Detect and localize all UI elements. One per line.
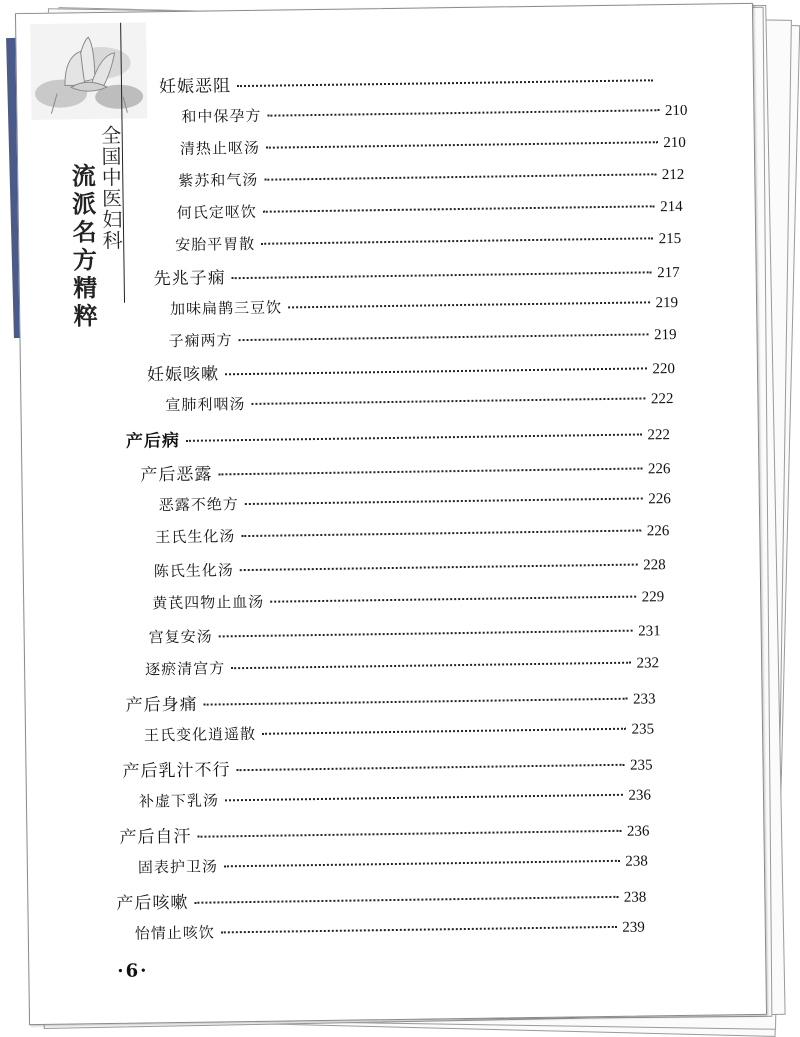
toc-leader-dots: [186, 433, 641, 441]
toc-entry[interactable]: [178, 163, 684, 191]
toc-entry-label: 清热止呕汤: [179, 138, 261, 158]
toc-leader-dots: [224, 860, 619, 868]
toc-leader-dots: [239, 333, 648, 341]
toc-leader-dots: [204, 698, 627, 706]
toc-entry[interactable]: [153, 257, 679, 289]
toc-leader-dots: [221, 926, 616, 934]
toc-entry-page: 219: [655, 294, 679, 312]
toc-entry-page: 220: [652, 361, 676, 378]
toc-entry-page: 238: [625, 853, 648, 870]
toc-entry-label: 何氏定呕饮: [176, 202, 257, 222]
toc-entry[interactable]: [159, 65, 659, 97]
toc-entry[interactable]: [135, 915, 645, 943]
toc-entry[interactable]: [175, 227, 681, 255]
toc-leader-dots: [251, 397, 644, 404]
toc-entry[interactable]: [159, 487, 671, 515]
toc-entry-page: 235: [631, 721, 655, 738]
toc-entry-page: 232: [636, 655, 660, 672]
toc-leader-dots: [261, 237, 652, 244]
series-title: 全国中医妇科: [97, 124, 124, 252]
toc-leader-dots: [241, 530, 640, 538]
toc-entry[interactable]: [165, 387, 673, 415]
toc-entry[interactable]: [140, 453, 670, 485]
toc-leader-dots: [237, 79, 653, 87]
toc-entry-label: 加味扁鹊三豆饮: [169, 298, 283, 319]
toc-entry[interactable]: [144, 717, 654, 745]
lotus-illustration-icon: [30, 22, 147, 120]
toc-entry-label: 宣肺利咽汤: [165, 395, 246, 415]
toc-leader-dots: [262, 728, 625, 735]
toc-leader-dots: [237, 764, 624, 771]
toc-entry-label: 产后病: [125, 430, 181, 452]
toc-entry-label: 产后自汗: [119, 826, 192, 848]
toc-entry-page: 233: [633, 691, 656, 708]
toc-entry-label: 妊娠咳嗽: [146, 364, 220, 386]
toc-entry-label: 产后乳汁不行: [122, 760, 231, 782]
toc-leader-dots: [266, 141, 657, 148]
toc-entry[interactable]: [126, 419, 670, 452]
toc-entry-label: 紫苏和气汤: [178, 170, 259, 190]
toc-entry[interactable]: [168, 323, 676, 351]
toc-entry-page: 217: [657, 264, 680, 282]
toc-leader-dots: [231, 662, 630, 670]
toc-entry[interactable]: [180, 131, 686, 159]
toc-entry-page: 219: [653, 326, 677, 344]
toc-entry[interactable]: [122, 749, 652, 781]
toc-entry-page: 210: [664, 102, 688, 120]
toc-leader-dots: [240, 564, 637, 572]
toc-entry-page: 231: [638, 623, 661, 640]
toc-entry[interactable]: [149, 619, 661, 647]
toc-entry-page: 226: [648, 491, 671, 508]
toc-entry-label: 王氏生化汤: [155, 527, 236, 547]
toc-entry[interactable]: [154, 553, 666, 581]
toc-entry-label: 怡情止咳饮: [134, 923, 215, 943]
toc-leader-dots: [194, 896, 617, 904]
toc-leader-dots: [263, 205, 654, 212]
toc-entry-label: 黄芪四物止血汤: [152, 592, 265, 613]
toc-entry[interactable]: [145, 651, 659, 679]
toc-entry-label: 补虚下乳汤: [138, 791, 220, 811]
toc-entry-page: 236: [628, 787, 652, 804]
toc-entry-label: 子痫两方: [168, 331, 233, 351]
toc-entry-page: 222: [647, 427, 671, 444]
toc-entry-label: 宫复安汤: [148, 627, 213, 647]
toc-leader-dots: [270, 596, 635, 603]
toc-leader-dots: [232, 271, 651, 279]
toc-entry-page: 236: [626, 823, 650, 840]
toc-entry-page: 222: [650, 391, 674, 408]
toc-entry-page: 229: [641, 589, 665, 606]
toc-entry-label: 产后咳嗽: [116, 892, 189, 914]
document-page: [15, 3, 767, 1025]
toc-leader-dots: [218, 467, 641, 475]
toc-leader-dots: [219, 630, 632, 638]
toc-entry[interactable]: [116, 881, 646, 913]
toc-entry[interactable]: [147, 353, 675, 385]
toc-entry[interactable]: [152, 585, 664, 613]
toc-entry[interactable]: [125, 683, 655, 715]
toc-entry-page: 226: [646, 523, 670, 540]
toc-entry[interactable]: [155, 519, 669, 547]
toc-entry-page: 210: [663, 134, 686, 152]
toc-entry-page: 214: [660, 198, 683, 216]
toc-entry[interactable]: [170, 291, 678, 319]
toc-entry-page: 226: [647, 461, 671, 478]
toc-leader-dots: [245, 497, 642, 505]
toc-leader-dots: [288, 301, 649, 308]
toc-entry-label: 安胎平胃散: [175, 234, 256, 254]
toc-entry[interactable]: [177, 195, 683, 223]
toc-leader-dots: [197, 830, 620, 838]
page-number: ·6·: [117, 960, 149, 982]
toc-entry-page: 228: [643, 557, 666, 574]
toc-entry-label: 陈氏生化汤: [153, 561, 234, 581]
toc-entry-page: 212: [661, 166, 685, 184]
toc-leader-dots: [225, 367, 646, 375]
toc-entry-label: 先兆子痫: [153, 268, 226, 290]
toc-entry-label: 产后身痛: [125, 694, 198, 716]
toc-entry[interactable]: [119, 815, 649, 847]
toc-entry-label: 王氏变化逍遥散: [143, 724, 257, 745]
toc-entry-label: 和中保孕方: [181, 106, 262, 126]
toc-entry-label: 恶露不绝方: [158, 495, 239, 515]
toc-entry-page: 235: [629, 757, 653, 774]
toc-entry-label: 逐瘀清宫方: [145, 659, 226, 679]
toc-entry-label: 妊娠恶阻: [158, 76, 232, 98]
toc-entry[interactable]: [138, 849, 648, 877]
toc-entry-label: 固表护卫汤: [137, 857, 219, 877]
toc-leader-dots: [267, 109, 658, 116]
toc-entry-label: 产后恶露: [140, 464, 213, 486]
toc-leader-dots: [264, 173, 655, 180]
toc-leader-dots: [225, 794, 622, 802]
toc-entry-page: 239: [622, 919, 645, 936]
toc-entry[interactable]: [139, 783, 651, 811]
book-title: 流派名方精粹: [67, 163, 99, 332]
toc-entry-page: 215: [658, 230, 682, 248]
toc-entry-page: 238: [623, 889, 647, 906]
toc-entry[interactable]: [181, 99, 687, 127]
